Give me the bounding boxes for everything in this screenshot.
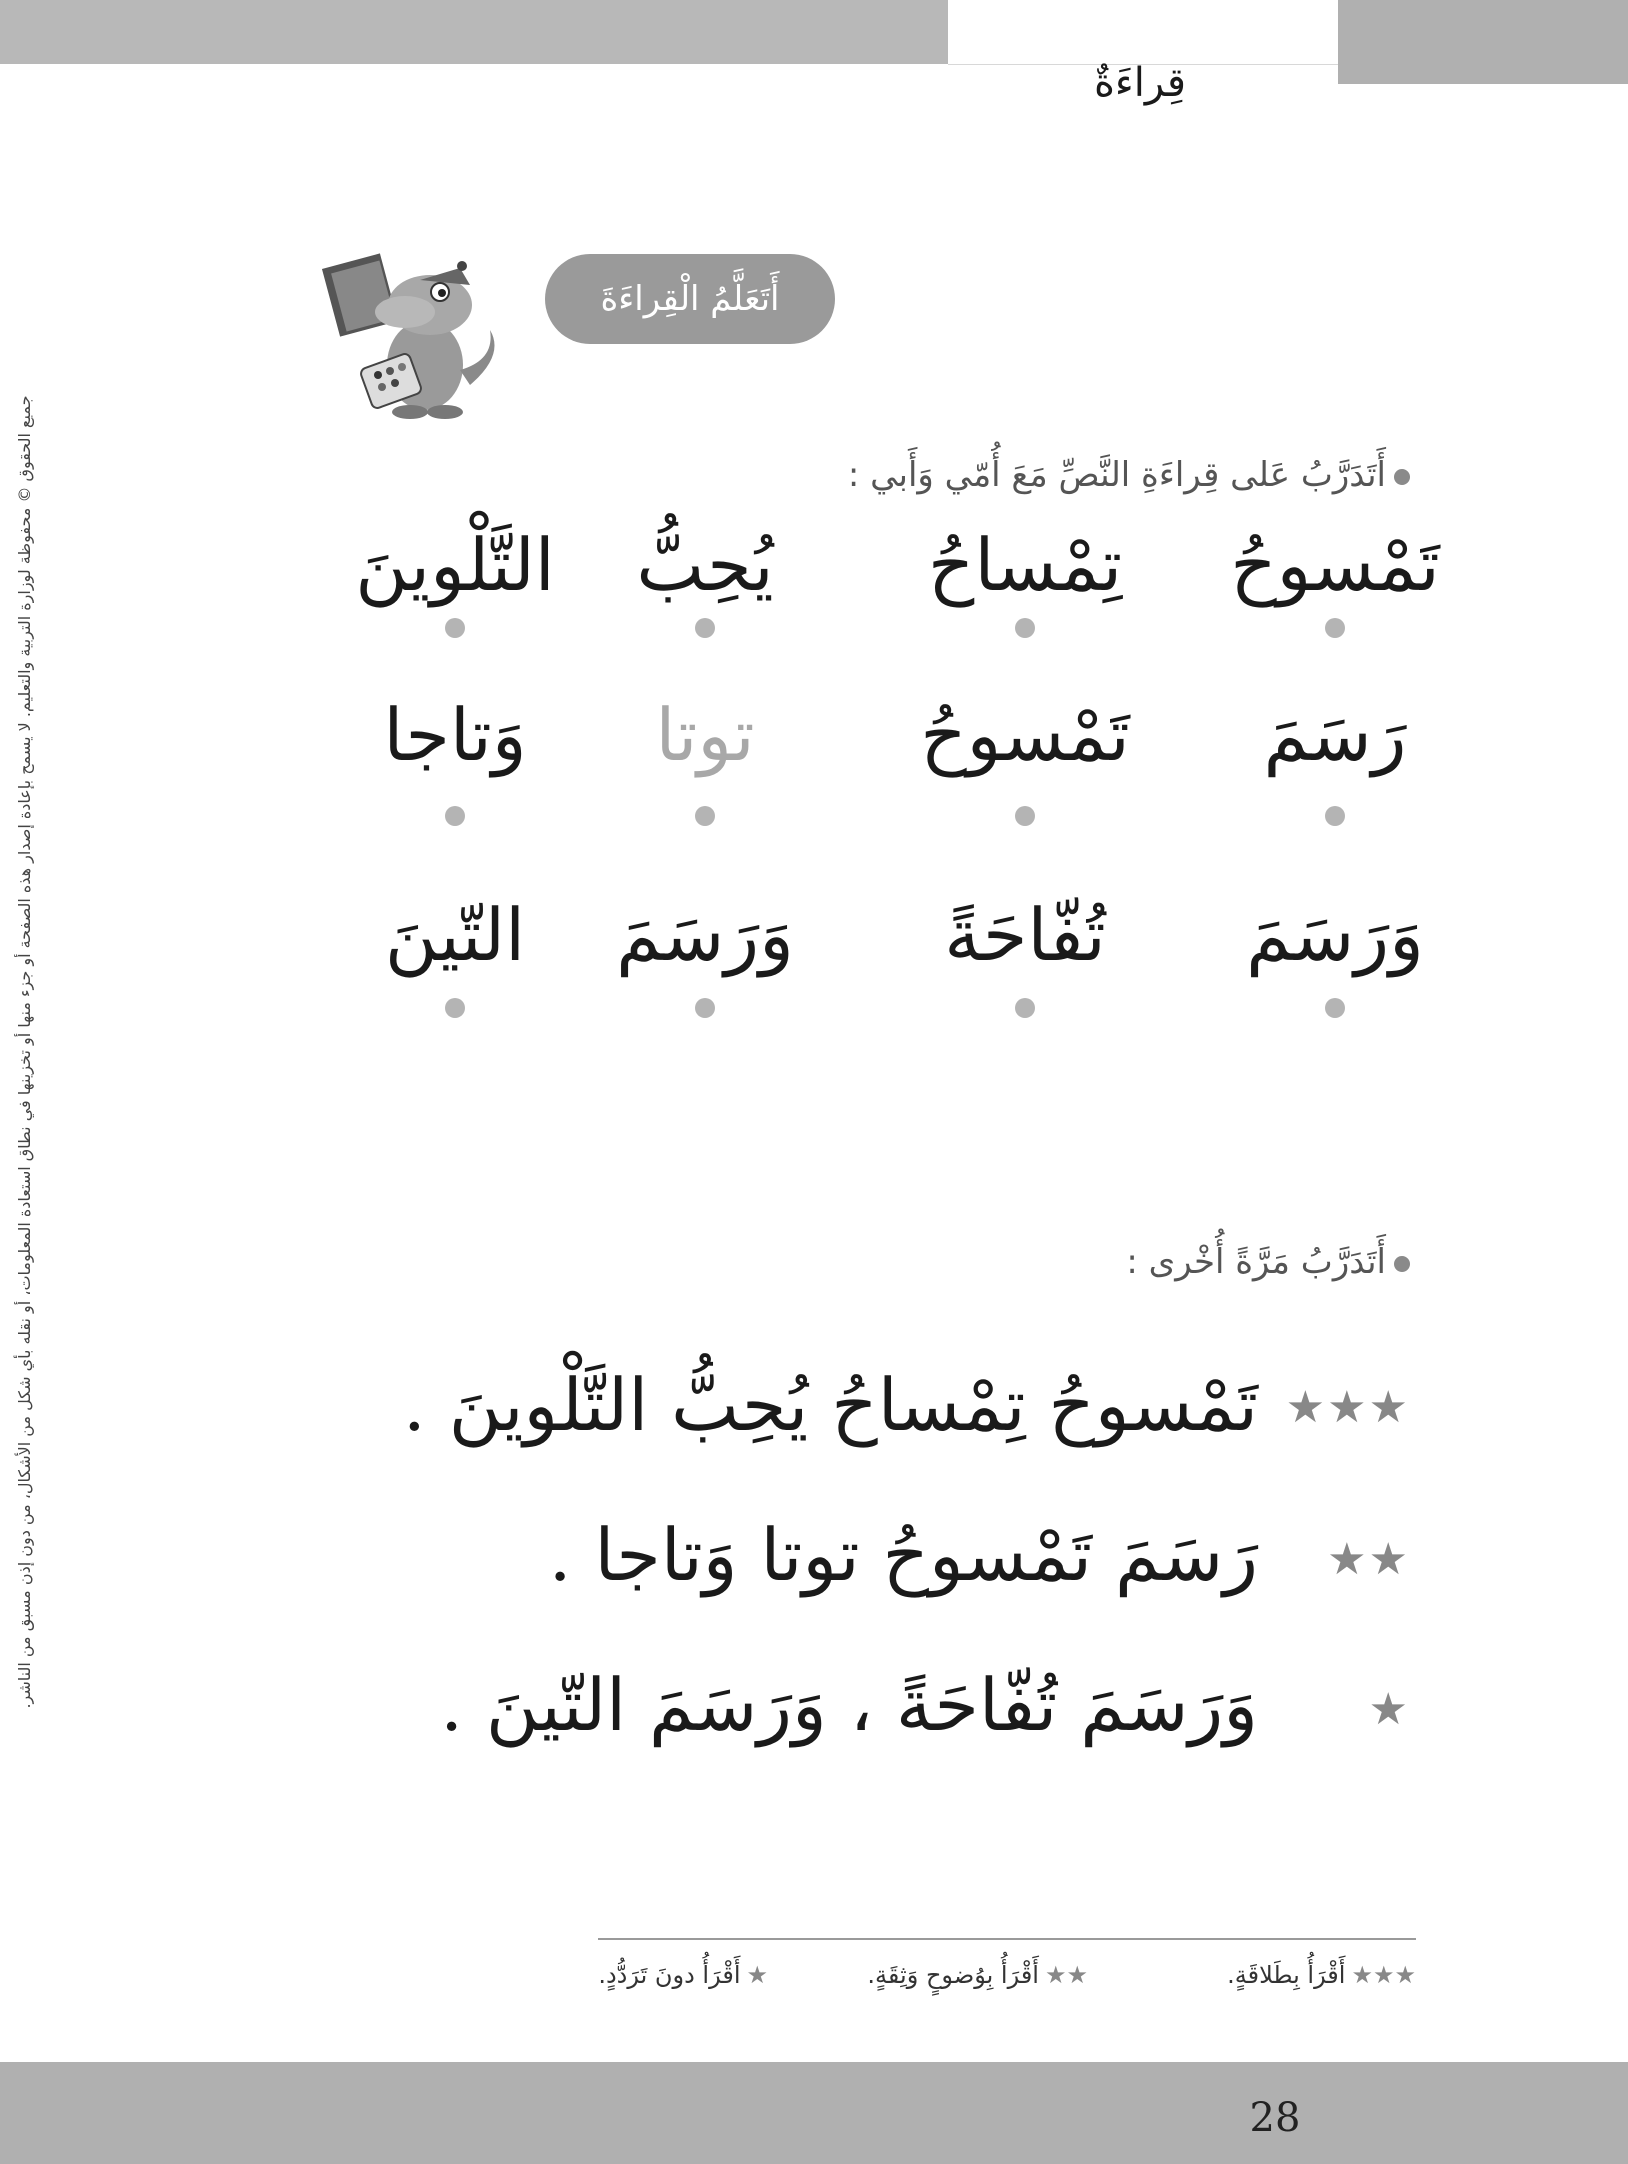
star-rating: ★★	[1327, 1534, 1410, 1585]
legend-item-clear	[788, 1955, 1088, 1995]
reading-dot	[445, 998, 465, 1018]
star-rating: ★★★	[1351, 1961, 1416, 1989]
instruction-practice-again	[510, 1232, 1410, 1292]
word: رَسَمَ	[1263, 693, 1407, 777]
word: التَّلْوينَ	[355, 523, 555, 607]
lesson-tag: أَتَعَلَّمُ الْقِراءَةَ	[545, 254, 835, 344]
word: يُحِبُّ	[636, 523, 774, 607]
page-number: 28	[1249, 2095, 1301, 2141]
legend-item-no-hesitation	[508, 1955, 768, 1995]
reading-dot	[1015, 618, 1035, 638]
instruction-practice-with-parents	[510, 445, 1410, 505]
legend-text: أَقْرَأُ دونَ تَرَدُّدٍ.	[598, 1961, 741, 1989]
footer-band	[0, 2062, 1628, 2164]
legend-text: أَقْرَأُ بِوُضوحٍ وَثِقَةٍ.	[867, 1961, 1039, 1989]
word: تِمْساحُ	[927, 523, 1123, 607]
word: تَمْسوحُ	[920, 693, 1130, 777]
reading-dot	[445, 806, 465, 826]
star-rating: ★★★	[1285, 1382, 1410, 1433]
reading-dot	[1325, 998, 1345, 1018]
star-rating: ★★	[1044, 1961, 1088, 1989]
reading-dot	[695, 618, 715, 638]
sentence: وَرَسَمَ تُفّاحَةً ، وَرَسَمَ التّينَ .	[440, 1663, 1258, 1747]
reading-dot	[1325, 806, 1345, 826]
word: التّينَ	[384, 893, 526, 977]
section-label: قِراءَةٌ	[1093, 60, 1187, 106]
copyright-note: جميع الحقوق © محفوظة لوزارة التربية والتعليم. لا يسمح بإعادة إصدار هذه الصفحة أو جزء منها أو تخزينها في نطاق استعادة المعلومات، أو نقله بأي شكل من الأشكال، من دون إذن مسبق من الناشر.	[15, 395, 34, 1709]
legend-item-fluent	[1176, 1955, 1416, 1995]
instruction-text: أَتَدَرَّبُ عَلى قِراءَةِ النَّصِّ مَعَ أُمّي وَأَبي :	[847, 455, 1386, 495]
word: وَرَسَمَ	[616, 893, 794, 977]
bullet-icon	[1394, 1256, 1410, 1272]
word: تُفّاحَةً	[944, 893, 1106, 977]
legend-divider	[598, 1938, 1416, 1940]
header-band-right	[1338, 0, 1628, 84]
star-rating: ★	[746, 1961, 768, 1989]
word: توتا	[655, 693, 755, 777]
reading-dot	[1325, 618, 1345, 638]
reading-dot	[1015, 998, 1035, 1018]
instruction-text: أَتَدَرَّبُ مَرَّةً أُخْرى :	[1126, 1242, 1386, 1282]
word: وَرَسَمَ	[1246, 893, 1424, 977]
word: تَمْسوحُ	[1230, 523, 1440, 607]
reading-dot	[1015, 806, 1035, 826]
bullet-icon	[1394, 469, 1410, 485]
sentence: تَمْسوحُ تِمْساحُ يُحِبُّ التَّلْوينَ .	[402, 1363, 1258, 1447]
word: وَتاجا	[383, 693, 527, 777]
legend-text: أَقْرَأُ بِطَلاقَةٍ.	[1227, 1961, 1346, 1989]
reading-dot	[695, 998, 715, 1018]
crocodile-mascot-icon	[310, 230, 510, 430]
sentence: رَسَمَ تَمْسوحُ توتا وَتاجا .	[548, 1513, 1258, 1597]
star-rating: ★	[1368, 1684, 1410, 1735]
reading-dot	[445, 618, 465, 638]
reading-dot	[695, 806, 715, 826]
header-band-left	[0, 0, 948, 64]
